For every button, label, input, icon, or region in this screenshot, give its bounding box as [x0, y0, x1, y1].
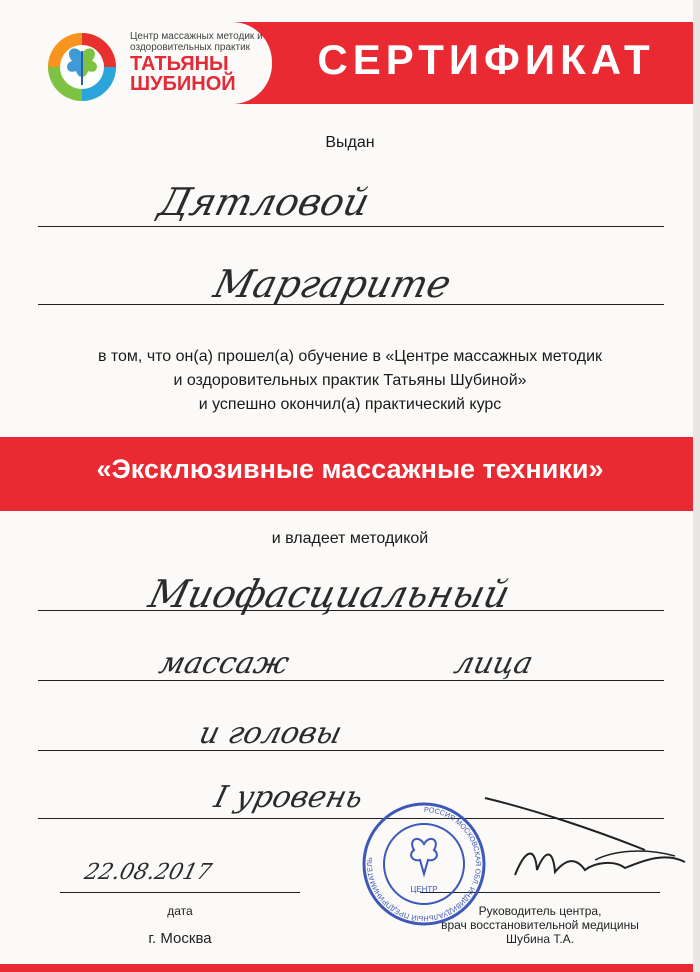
footer-band	[0, 964, 700, 972]
surname-line	[38, 226, 664, 227]
method-rule-3	[38, 750, 664, 751]
statement-line-3: и успешно окончил(а) практический курс	[198, 396, 502, 413]
page-edge	[693, 0, 700, 972]
name-line	[38, 304, 664, 305]
method-line-4: I уровень	[210, 780, 367, 815]
certificate-title: СЕРТИФИКАТ	[317, 36, 655, 83]
date-label: дата	[167, 904, 193, 918]
director-signature-block: Руководитель центра, врач восстановительной медицины Шубина Т.А.	[441, 904, 639, 946]
course-name: «Эксклюзивные массажные техники»	[96, 454, 604, 484]
method-rule-2	[38, 680, 664, 681]
date-value: 22.08.2017	[81, 860, 215, 885]
logo-subtitle: Центр массажных методик и оздоровительных практик	[130, 31, 263, 53]
logo-name: ТАТЬЯНЫ ШУБИНОЙ	[130, 53, 236, 95]
method-line-2b: лица	[450, 646, 537, 681]
method-label: и владеет методикой	[271, 530, 429, 547]
issued-label: Выдан	[325, 134, 375, 151]
method-line-3: и головы	[195, 716, 346, 751]
recipient-name: Маргарите	[209, 262, 456, 306]
method-rule-1	[38, 610, 664, 611]
svg-text:ЦЕНТР: ЦЕНТР	[410, 885, 438, 894]
butterfly-logo-icon	[44, 29, 120, 105]
signature-icon	[475, 790, 695, 890]
method-line-2a: массаж	[155, 646, 293, 681]
city: г. Москва	[148, 930, 212, 947]
recipient-surname: Дятловой	[154, 180, 375, 224]
statement-line-2: и оздоровительных практик Татьяны Шубиной»	[173, 372, 527, 389]
date-line	[60, 892, 300, 893]
statement-line-1: в том, что он(а) прошел(а) обучение в «Центре массажных методик	[97, 348, 603, 365]
svg-text:РОССИЯ МОСКОВСКАЯ ОБЛ. ИНДИВИД: РОССИЯ МОСКОВСКАЯ ОБЛ. ИНДИВИДУАЛЬНЫЙ ПРЕДПРИНИМАТЕЛЬ	[364, 804, 483, 924]
method-line-1: Миофасциальный	[144, 572, 515, 616]
